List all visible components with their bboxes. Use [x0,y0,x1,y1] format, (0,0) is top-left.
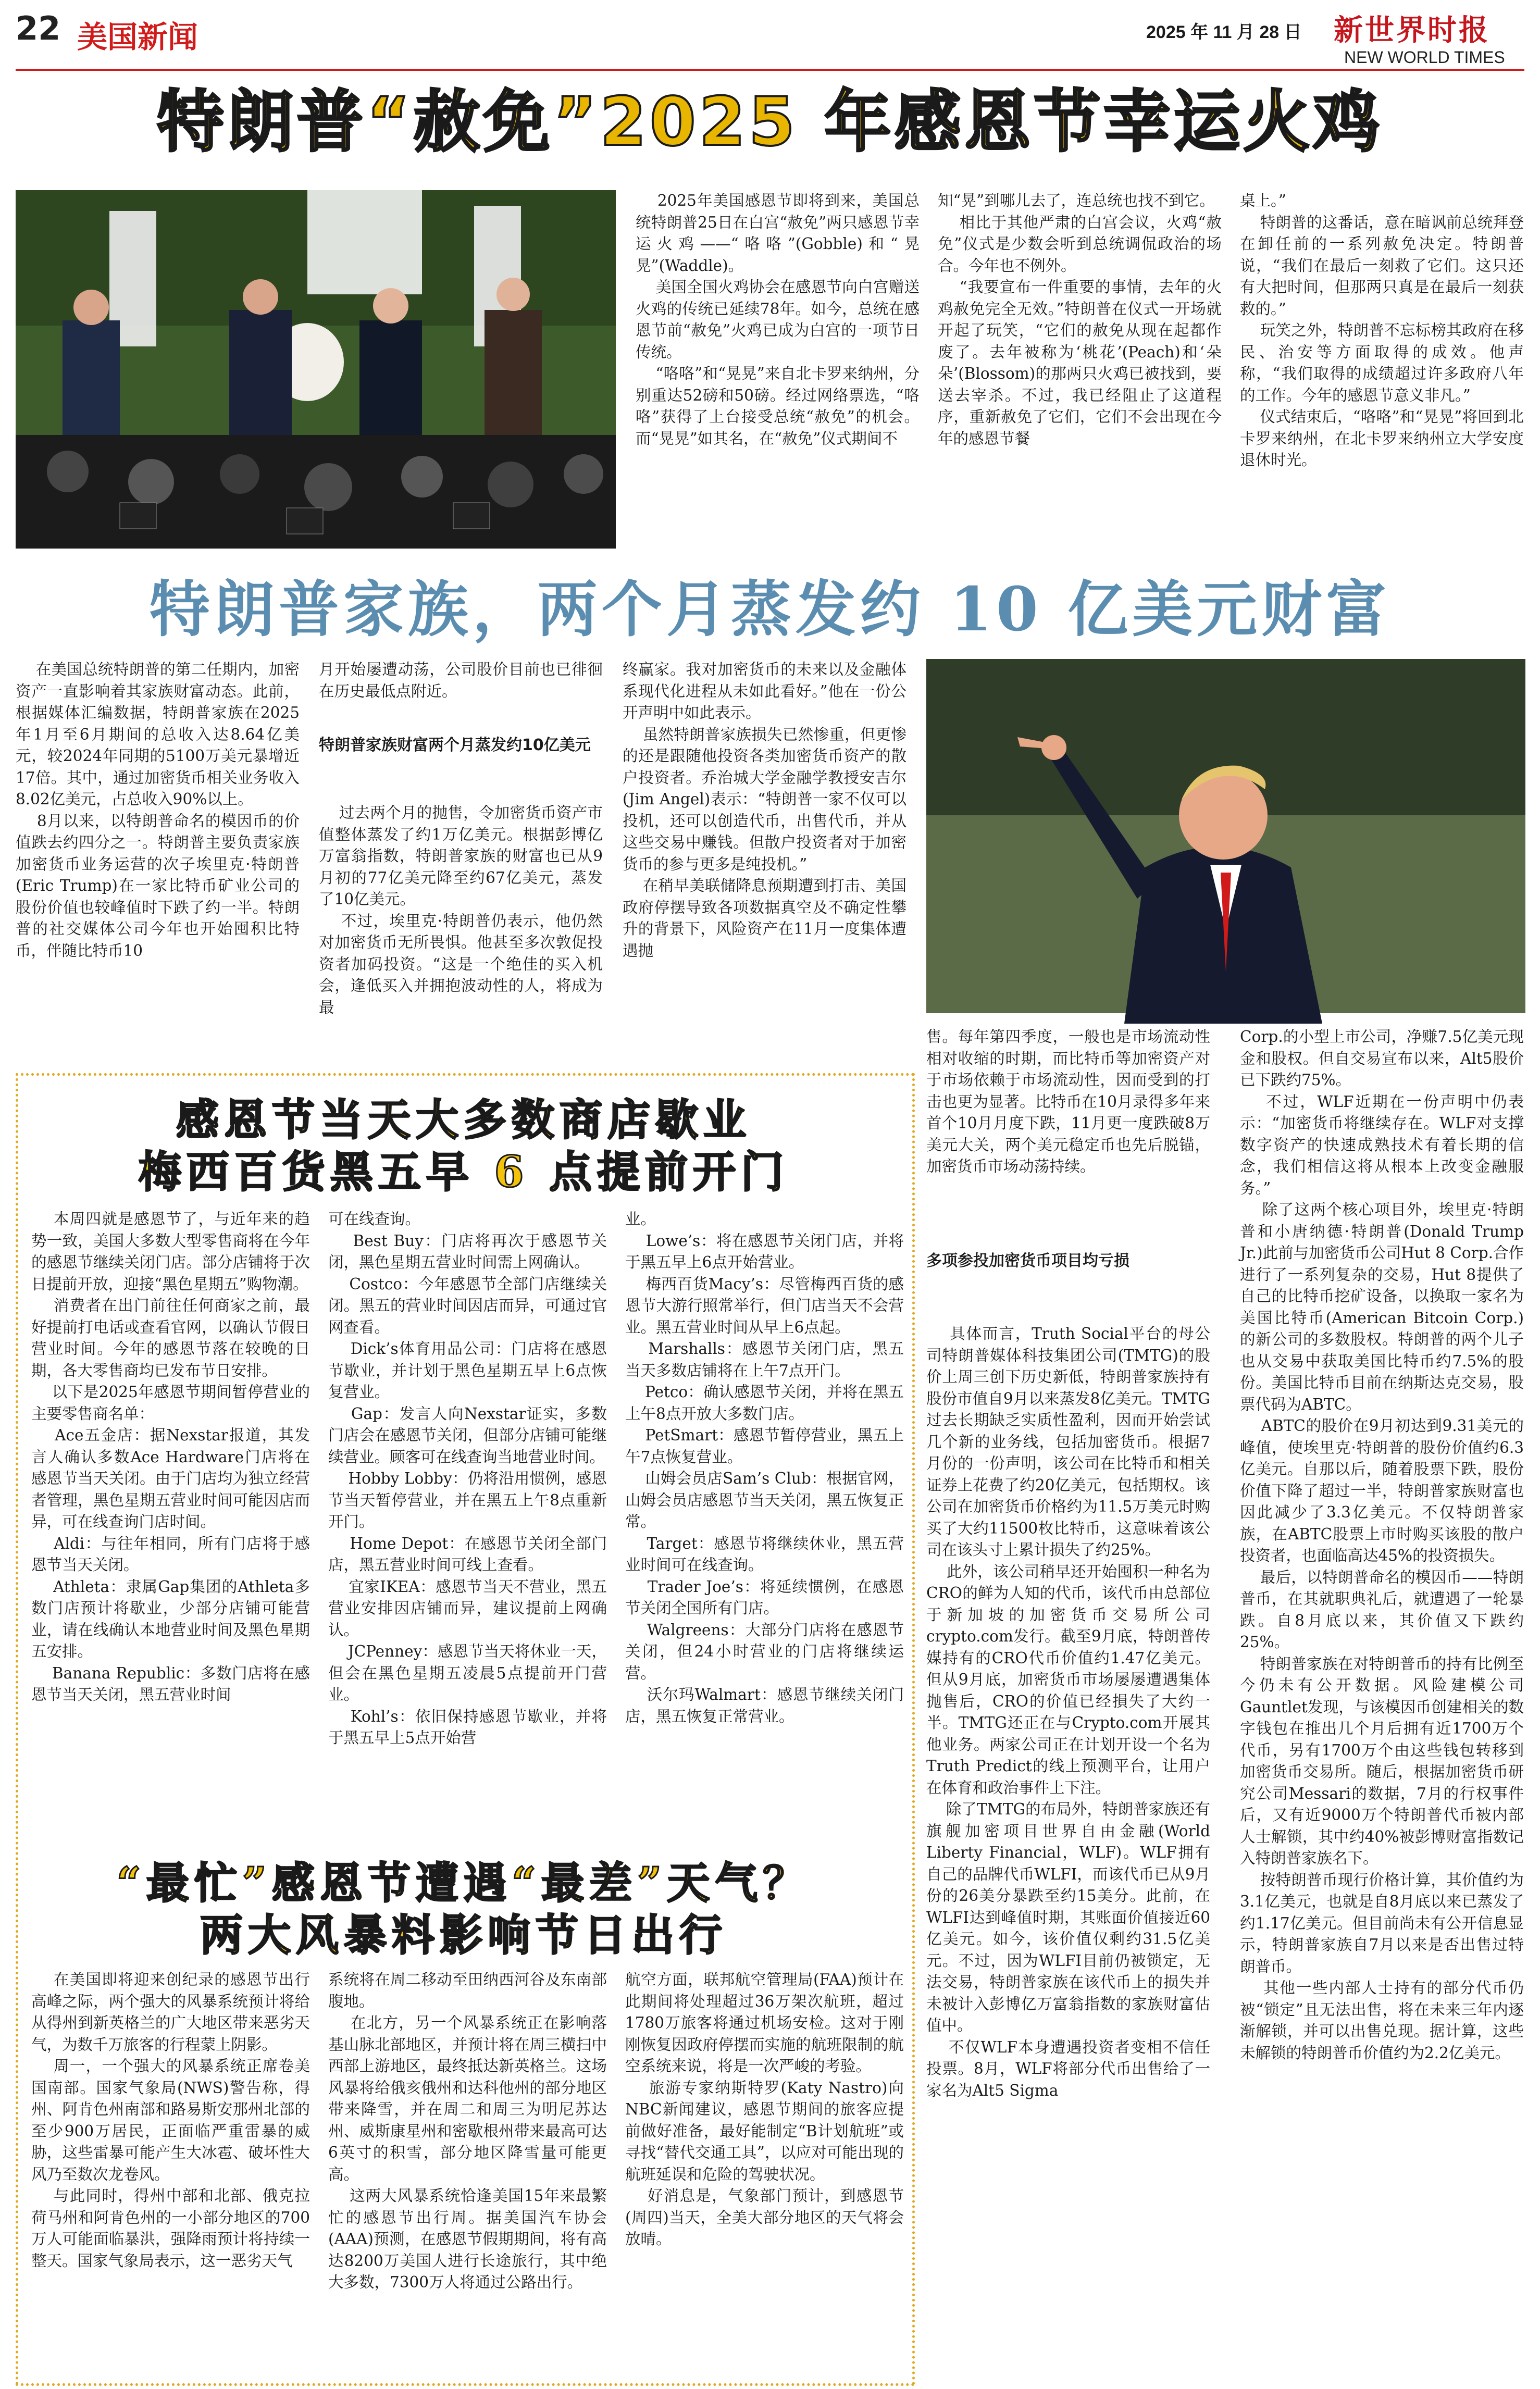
story2-column-5: Corp.的小型上市公司，净赚7.5亿美元现金和股权。但自交易宣布以来，Alt5股价已下跌约75%。 不过，WLF近期在一份声明中仍表示：“加密货币将继续存在。WLF对支撑数字资产的快速成熟技术有着长期的信念，我们相信这将从根本上改变金融服务。” 除了这两个核心项目外，埃里克·特朗普和小唐纳德·特朗普(Donald Trump Jr.)此前与加密货币公司Hut 8 Corp.合作进行了一系列复杂的交易，Hut 8提供了自己的比特币挖矿设备，以换取一家名为美国比特币(American Bitcoin Corp.)的新公司的多数股权。特朗普的两个儿子也从交易中获取美国比特币约7.5%的股份。美国比特币目前在纳斯达克交易，股票代码为ABTC。 ABTC的股价在9月初达到9.31美元的峰值，使埃里克·特朗普的股份价值约6.3亿美元。自那以后，随着股票下跌，股份价值下降了超过一半，特朗普家族财富也因此减少了3.3亿美元。不仅特朗普家族，在ABTC股票上市时购买该股的散户投资者，也面临高达45%的投资损失。 最后，以特朗普命名的模因币——特朗普币，在其就职典礼后，就遭遇了一轮暴跌。自8月底以来，其价值又下跌约25%。 特朗普家族在对特朗普币的持有比例至今仍未有公开数据。风险建模公司Gauntlet发现，与该模因币创建相关的数字钱包在推出几个月后拥有近1700万个代币，另有1700万个由这些钱包转移到加密货币交易所。随后，根据加密货币研究公司Messari的数据，7月的行权事件后，又有近9000万个特朗普代币被内部人士解锁，其中约40%被彭博财富指数记入特朗普家族名下。 按特朗普币现行价格计算，其价值约为3.1亿美元，也就是自8月底以来已蒸发了约1.17亿美元。但目前尚未有公开信息显示，特朗普家族自7月以来是否出售过特朗普币。 其他一些内部人士持有的部分代币仍被“锁定”且无法出售，将在未来三年内逐渐解锁，并可以出售兑现。据计算，这些未解锁的特朗普币价值约为2.2亿美元。 [1240,1028,1524,2062]
header-rule [16,69,1524,71]
story2-column-2b: 过去两个月的抛售，令加密货币资产市值整体蒸发了约1万亿美元。根据彭博亿万富翁指数，特朗普家族的财富也已从9月初的77亿美元降至约67亿美元，蒸发了10亿美元。 不过，埃里克·特朗普仍表示，他仍然对加密货币无所畏惧。他甚至多次敦促投资者加码投资。“这是一个绝佳的买入机会，逢低买入并拥抱波动性的人，将成为最 [319,804,603,1016]
story3-column-2: 可在线查询。 Best Buy：门店将再次于感恩节关闭，黑色星期五营业时间需上网确认。 Costco：今年感恩节全部门店继续关闭。黑五的营业时间因店而异，可通过官网查看。 Dick’s体育用品公司：门店将在感恩节歇业，并计划于黑色星期五早上6点恢复营业。 Gap：发言人向Nexstar证实，多数门店会在感恩节关闭，但部分店铺可能继续营业。顾客可在线查询当地营业时间。 Hobby Lobby：仍将沿用惯例，感恩节当天暂停营业，并在黑五上午8点重新开门。 Home Depot：在感恩节关闭全部门店，黑五营业时间可线上查看。 宜家IKEA：感恩节当天不营业，黑五营业安排因店铺而异，建议提前上网确认。 JCPenney：感恩节当天将休业一天，但会在黑色星期五凌晨5点提前开门营业。 Kohl’s：依旧保持感恩节歇业，并将于黑五早上5点开始营 [328,1210,607,1747]
story2-subhead-1: 特朗普家族财富两个月蒸发约10亿美元 [319,736,591,754]
story2-column-3: 终赢家。我对加密货币的未来以及金融体系现代化进程从未如此看好。”他在一份公开声明中如此表示。 虽然特朗普家族损失已然惨重，但更惨的还是跟随他投资各类加密货币资产的散户投资者。乔治城大学金融学教授安吉尔(Jim Angel)表示：“特朗普一家不仅可以投机，还可以创造代币，出售代币，并从这些交易中赚钱。但散户投资者对于加密货币的参与更多是纯投机。” 在稍早美联储降息预期遭到打击、美国政府停摆导致各项数据真空及不确定性攀升的背景下，风险资产在11月一度集体遭遇抛 [623,661,906,960]
story1-headline: 特朗普“赦免”2025 年感恩节幸运火鸡 [157,83,1383,161]
story4-headline [31,1857,896,1961]
turkey-pardon-photo [16,190,616,549]
newspaper-brand-english: NEW WORLD TIMES [1344,48,1505,67]
story3-headline-line-2: 梅西百货黑五早 6 点提前开门 [138,1147,789,1197]
newspaper-brand: 新世界时报 [1334,13,1490,47]
story1-column-2: 知“晃”到哪儿去了，连总统也找不到它。 相比于其他严肃的白宫会议，火鸡“赦免”仪式是少数会听到总统调侃政治的场合。今年也不例外。 “我要宣布一件重要的事情，去年的火鸡赦免完全无效。”特朗普在仪式一开场就开起了玩笑，“它们的赦免从现在起都作废了。去年被称为‘桃花’(Peach)和‘朵朵’(Blossom)的那两只火鸡已被找到，要送去宰杀。不过，我已经阻止了这道程序，重新赦免了它们，它们不会出现在今年的感恩节餐 [938,192,1222,447]
story4-column-1: 在美国即将迎来创纪录的感恩节出行高峰之际，两个强大的风暴系统预计将给从得州到新英格兰的广大地区带来恶劣天气，为数千万旅客的行程蒙上阴影。 周一，一个强大的风暴系统正席卷美国南部。国家气象局(NWS)警告称，得州、阿肯色州南部和路易斯安那州北部的至少900万居民，正面临严重雷暴的威胁，这些雷暴可能产生大冰雹、破坏性大风乃至数次龙卷风。 与此同时，得州中部和北部、俄克拉荷马州和阿肯色州的一小部分地区的700万人可能面临暴洪，强降雨预计将持续一整天。国家气象局表示，这一恶劣天气 [31,1971,310,2270]
story4-column-2: 系统将在周二移动至田纳西河谷及东南部腹地。 在北方，另一个风暴系统正在影响落基山脉北部地区，并预计将在周三横扫中西部上游地区，最终抵达新英格兰。这场风暴将给俄亥俄州和达科他州的部分地区带来降雪，并在周二和周三为明尼苏达州、威斯康星州和密歇根州带来最高可达6英寸的积雪，部分地区降雪量可能更高。 这两大风暴系统恰逢美国15年来最繁忙的感恩节出行周。据美国汽车协会(AAA)预测，在感恩节假期期间，将有高达8200万美国人进行长途旅行，其中绝大多数，7300万人将通过公路出行。 [328,1971,607,2291]
story3-column-3: 业。 Lowe’s：将在感恩节关闭门店，并将于黑五早上6点开始营业。 梅西百货Macy’s：尽管梅西百货的感恩节大游行照常举行，但门店当天不会营业。黑五营业时间从早上6点起。 Marshalls：感恩节关闭门店，黑五当天多数店铺将在上午7点开门。 Petco：确认感恩节关闭，并将在黑五上午8点开放大多数门店。 PetSmart：感恩节暂停营业，黑五上午7点恢复营业。 山姆会员店Sam’s Club：根据官网，山姆会员店感恩节当天关闭，黑五恢复正常。 Target：感恩节将继续休业，黑五营业时间可在线查询。 Trader Joe’s：将延续惯例，在感恩节关闭全国所有门店。 Walgreens：大部分门店将在感恩节关闭，但24小时营业的门店将继续运营。 沃尔玛Walmart：感恩节继续关闭门店，黑五恢复正常营业。 [625,1210,904,1725]
story1-column-3: 桌上。” 特朗普的这番话，意在暗讽前总统拜登在卸任前的一系列赦免决定。特朗普说，“我们在最后一刻救了它们。这只还有大把时间，但那两只真是在最后一刻获救的。” 玩笑之外，特朗普不忘标榜其政府在移民、治安等方面取得的成效。他声称，“我们取得的成绩超过许多政府八年的工作。今年的感恩节意义非凡。” 仪式结束后，“咯咯”和“晃晃”将回到北卡罗来纳州，在北卡罗来纳州立大学安度退休时光。 [1240,192,1524,469]
story1-column-1: 2025年美国感恩节即将到来，美国总统特朗普25日在白宫“赦免”两只感恩节幸运火鸡——“咯咯”(Gobble)和“晃晃”(Waddle)。 美国全国火鸡协会在感恩节向白宫赠送火鸡的传统已延续78年。如今，总统在感恩节前“赦免”火鸡已成为白宫的一项节日传统。 “咯咯”和“晃晃”来自北卡罗来纳州，分别重达52磅和50磅。经过网络票选，“咯咯”获得了上台接受总统“赦免”的机会。而“晃晃”如其名，在“赦免”仪式期间不 [636,192,920,447]
story2-column-4b: 具体而言，Truth Social平台的母公司特朗普媒体科技集团公司(TMTG)的股价上周三创下历史新低，特朗普家族持有股份市值自9月以来蒸发8亿美元。TMTG过去长期缺乏实质性盈利，因而开始尝试几个新的业务线，包括加密货币。根据7月份的一份声明，该公司在比特币和相关证券上花费了约20亿美元，包括期权。该公司在加密货币价格约为11.5万美元时购买了大约11500枚比特币，这意味着该公司在该头寸上累计损失了约25%。 此外，该公司稍早还开始囤积一种名为CRO的鲜为人知的代币，该代币由总部位于新加坡的加密货币交易所公司crypto.com发行。截至9月底，特朗普传媒持有的CRO代币价值约1.47亿美元。但从9月底，加密货币市场屡屡遭遇集体抛售后，CRO的价值已经損失了大约一半。TMTG还正在与Crypto.com开展其他业务。两家公司正在计划开设一个名为Truth Predict的线上预测平台，让用户在体育和政治事件上下注。 除了TMTG的布局外，特朗普家族还有旗舰加密项目世界自由金融(World Liberty Financial，WLF)。WLF拥有自己的品牌代币WLFI，而该代币已从9月份的26美分暴跌至约15美分。此前，在WLFI达到峰值时期，其账面价值接近60亿美元。如今，该价值仅剩约31.5亿美元。不过，因为WLFI目前仍被锁定，无法交易，特朗普家族在该代币上的损失并未被计入彭博亿万富翁指数的家族财富估值中。 不仅WLF本身遭遇投资者变相不信任投票。8月，WLF将部分代币出售给了一家名为Alt5 Sigma [926,1325,1210,2099]
story4-headline-line-2: 两大风暴料影响节日出行 [200,1910,727,1960]
story2-column-2: 月开始屡遭动荡，公司股价目前也已徘徊在历史最低点附近。 [319,661,603,700]
turkey-pardon-illustration [16,190,616,549]
story2-column-4: 售。每年第四季度，一般也是市场流动性相对收缩的时期，而比特币等加密资产对于市场依赖于市场流动性，因而受到的打击也更为显著。比特币在10月录得多年来首个10月月度下跌，11月更一度跌破8万美元大关，两个美元稳定币也先后脱锚，加密货币市场动荡持续。 [926,1028,1210,1175]
page-number: 22 [16,9,61,47]
trump-pointing-illustration [926,659,1525,1013]
story2-subhead-2: 多项参投加密货币项目均亏损 [926,1252,1129,1270]
story2-headline: 特朗普家族，两个月蒸发约 10 亿美元财富 [149,574,1391,645]
story3-headline-line-1: 感恩节当天大多数商店歇业 [176,1095,751,1145]
story2-column-1: 在美国总统特朗普的第二任期内，加密资产一直影响着其家族财富动态。此前，根据媒体汇编数据，特朗普家族在2025年1月至6月期间的总收入达8.64亿美元，较2024年同期的5100万美元暴增近17倍。其中，通过加密货币相关业务收入8.02亿美元，占总收入90%以上。 8月以来，以特朗普命名的模因币的价值跌去约四分之一。特朗普主要负责家族加密货币业务运营的次子埃里克·特朗普(Eric Trump)在一家比特币矿业公司的股份价值也较峰值时下跌了约一半。特朗普的社交媒体公司今年也开始囤积比特币，伴随比特币10 [16,661,300,960]
story4-column-3: 航空方面，联邦航空管理局(FAA)预计在此期间将处理超过36万架次航班，超过1780万旅客将通过机场安检。这对于刚刚恢复因政府停摆而实施的航班限制的航空系统来说，将是一次严峻的考验。 旅游专家纳斯特罗(Katy Nastro)向NBC新闻建议，感恩节期间的旅客应提前做好准备，最好能制定“B计划航班”或寻找“替代交通工具”，以应对可能出现的航班延误和危险的驾驶状况。 好消息是，气象部门预计，到感恩节(周四)当天，全美大部分地区的天气将会放晴。 [625,1971,904,2248]
issue-date: 2025 年 11 月 28 日 [1146,22,1302,42]
trump-photo [926,659,1525,1013]
story3-headline [31,1094,896,1198]
story4-headline-line-1: “最忙”感恩节遭遇“最差”天气？ [116,1858,811,1908]
section-title: 美国新闻 [77,19,198,55]
story3-column-1: 本周四就是感恩节了，与近年来的趋势一致，美国大多数大型零售商将在今年的感恩节继续关闭门店。部分店铺将于次日提前开放，迎接“黑色星期五”购物潮。 消费者在出门前往任何商家之前，最好提前打电话或查看官网，以确认节假日营业时间。今年的感恩节落在较晚的日期，各大零售商均已发布节日安排。 以下是2025年感恩节期间暂停营业的主要零售商名单： Ace五金店：据Nexstar报道，其发言人确认多数Ace Hardware门店将在感恩节当天关闭。由于门店均为独立经营者管理，黑色星期五营业时间可能因店而异，可在线查询门店时间。 Aldi：与往年相同，所有门店将于感恩节当天关闭。 Athleta：隶属Gap集团的Athleta多数门店预计将歇业，少部分店铺可能营业，请在线确认本地营业时间及黑色星期五安排。 Banana Republic：多数门店将在感恩节当天关闭，黑五营业时间 [31,1210,311,1703]
